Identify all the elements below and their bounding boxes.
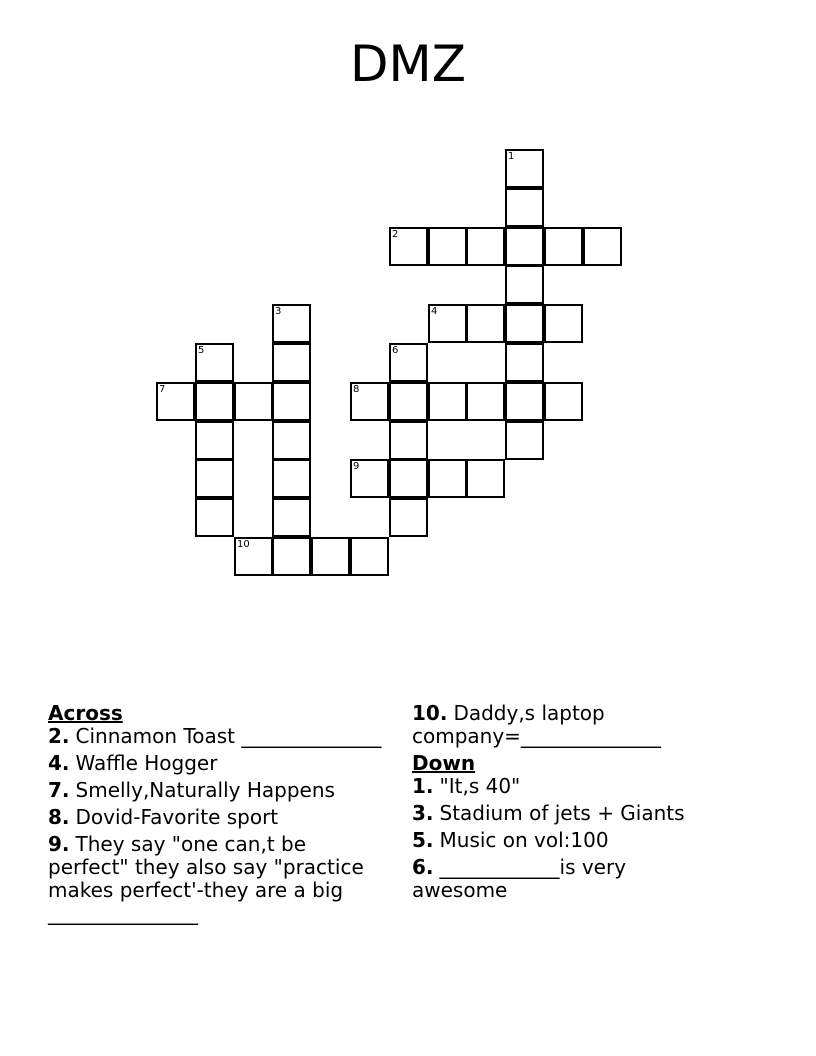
crossword-cell[interactable] xyxy=(428,227,467,266)
clue-number: 6. xyxy=(412,855,434,879)
crossword-cell[interactable] xyxy=(389,421,428,460)
crossword-cell[interactable] xyxy=(272,421,311,460)
crossword-cell[interactable] xyxy=(272,382,311,421)
clue-number: 3. xyxy=(412,801,434,825)
cell-number: 5 xyxy=(198,345,205,356)
clue-number: 2. xyxy=(48,724,70,748)
crossword-cell[interactable] xyxy=(505,227,544,266)
crossword-cell[interactable] xyxy=(389,382,428,421)
clue-text: Stadium of jets + Giants xyxy=(439,801,685,825)
crossword-cell[interactable] xyxy=(428,382,467,421)
crossword-cell[interactable] xyxy=(272,498,311,537)
clue-text: Smelly,Naturally Happens xyxy=(75,778,335,802)
clue-text: They say "one can,t be perfect" they also say "practice makes perfect'-they are a big _______________ xyxy=(48,832,364,925)
crossword-cell[interactable] xyxy=(389,227,428,266)
crossword-cell[interactable] xyxy=(505,343,544,382)
across-clue xyxy=(412,702,712,748)
crossword-cell[interactable] xyxy=(466,459,505,498)
clue-text: ____________is very awesome xyxy=(412,855,627,902)
crossword-cell[interactable] xyxy=(505,149,544,188)
crossword-cell[interactable] xyxy=(544,382,583,421)
crossword-cell[interactable] xyxy=(466,304,505,343)
cell-number: 7 xyxy=(159,384,166,395)
crossword-cell[interactable] xyxy=(195,421,234,460)
down-clue xyxy=(412,775,712,798)
clue-number: 10. xyxy=(412,701,448,725)
across-clue xyxy=(48,833,388,925)
crossword-cell[interactable] xyxy=(195,459,234,498)
clue-number: 7. xyxy=(48,778,70,802)
crossword-cell[interactable] xyxy=(272,459,311,498)
clue-number: 8. xyxy=(48,805,70,829)
crossword-cell[interactable] xyxy=(505,382,544,421)
crossword-cell[interactable] xyxy=(195,498,234,537)
crossword-cell[interactable] xyxy=(505,188,544,227)
crossword-cell[interactable] xyxy=(350,459,389,498)
crossword-cell[interactable] xyxy=(466,382,505,421)
cell-number: 4 xyxy=(431,306,438,317)
crossword-cell[interactable] xyxy=(272,537,311,576)
clue-text: Cinnamon Toast ______________ xyxy=(75,724,382,748)
crossword-cell[interactable] xyxy=(428,304,467,343)
crossword-cell[interactable] xyxy=(350,537,389,576)
across-clue xyxy=(48,806,388,829)
clue-number: 1. xyxy=(412,774,434,798)
across-clue xyxy=(48,752,388,775)
crossword-cell[interactable] xyxy=(544,227,583,266)
down-heading: Down xyxy=(412,751,476,775)
clues-right-column xyxy=(412,702,712,906)
clue-text: Daddy,s laptop company=______________ xyxy=(412,701,661,748)
clue-text: "It,s 40" xyxy=(439,774,521,798)
cell-number: 8 xyxy=(353,384,360,395)
crossword-cell[interactable] xyxy=(195,343,234,382)
crossword-cell[interactable] xyxy=(505,265,544,304)
down-clue xyxy=(412,856,712,902)
crossword-cell[interactable] xyxy=(389,343,428,382)
crossword-cell[interactable] xyxy=(428,459,467,498)
cell-number: 6 xyxy=(392,345,399,356)
crossword-cell[interactable] xyxy=(389,459,428,498)
clue-number: 5. xyxy=(412,828,434,852)
cell-number: 1 xyxy=(508,151,515,162)
crossword-cell[interactable] xyxy=(389,498,428,537)
crossword-cell[interactable] xyxy=(195,382,234,421)
crossword-cell[interactable] xyxy=(505,304,544,343)
crossword-cell[interactable] xyxy=(272,304,311,343)
crossword-cell[interactable] xyxy=(156,382,195,421)
clue-text: Dovid-Favorite sport xyxy=(75,805,279,829)
crossword-cell[interactable] xyxy=(583,227,622,266)
cell-number: 3 xyxy=(275,306,282,317)
clue-number: 9. xyxy=(48,832,70,856)
crossword-cell[interactable] xyxy=(544,304,583,343)
clue-text: Music on vol:100 xyxy=(439,828,609,852)
crossword-cell[interactable] xyxy=(234,382,273,421)
crossword-cell[interactable] xyxy=(466,227,505,266)
page-title: DMZ xyxy=(350,35,466,93)
crossword-cell[interactable] xyxy=(234,537,273,576)
crossword-cell[interactable] xyxy=(272,343,311,382)
down-clue xyxy=(412,829,712,852)
across-clue xyxy=(48,779,388,802)
cell-number: 2 xyxy=(392,229,399,240)
clue-number: 4. xyxy=(48,751,70,775)
crossword-cell[interactable] xyxy=(505,421,544,460)
across-heading: Across xyxy=(48,701,123,725)
cell-number: 10 xyxy=(237,539,250,550)
clue-text: Waffle Hogger xyxy=(75,751,218,775)
crossword-cell[interactable] xyxy=(311,537,350,576)
clues-left-column xyxy=(48,702,388,929)
cell-number: 9 xyxy=(353,461,360,472)
across-clue xyxy=(48,725,388,748)
down-clue xyxy=(412,802,712,825)
crossword-cell[interactable] xyxy=(350,382,389,421)
